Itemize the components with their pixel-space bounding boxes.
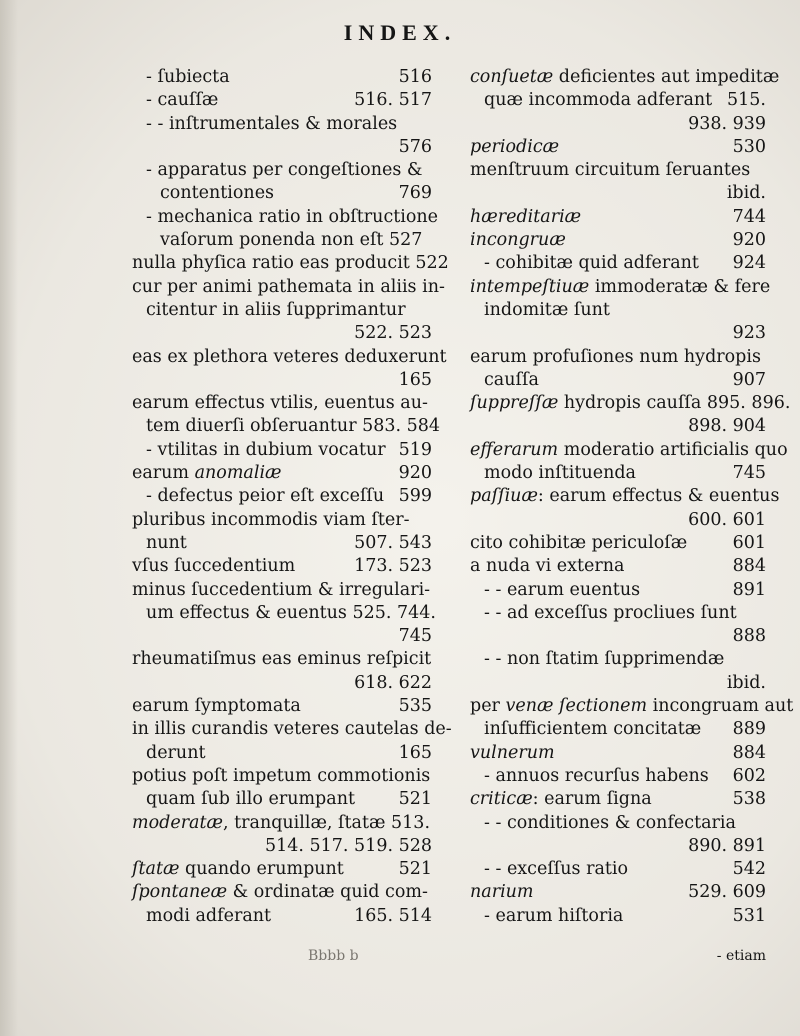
index-column-left <box>132 66 452 928</box>
entry-text <box>470 136 559 159</box>
entry-text: - ſubiecta <box>146 67 230 87</box>
page-reference: 516. 517 <box>354 90 432 111</box>
entry-text: intempeſtiuæ immoderatæ & fere <box>470 276 771 297</box>
entry-line <box>470 788 766 811</box>
index-entry <box>132 113 432 160</box>
index-entry <box>470 765 766 788</box>
page-reference: ibid. <box>726 183 766 204</box>
page-reference: 920 <box>732 230 766 251</box>
page-reference: 907 <box>732 369 766 390</box>
entry-text: um effectus & euentus 525. 744. <box>146 602 436 623</box>
page-reference: 515. <box>727 90 766 111</box>
entry-text: - cohibitæ quid adferant <box>484 253 699 274</box>
entry-text: - annuos recurſus habens <box>484 765 709 786</box>
entry-text <box>470 881 534 904</box>
entry-text: quam ſub illo erumpant <box>146 789 355 810</box>
index-entry <box>470 206 766 229</box>
page-reference: 890. 891 <box>688 835 766 856</box>
entry-text: - earum hiſtoria <box>484 905 624 926</box>
entry-text <box>470 206 581 229</box>
index-entry <box>470 858 766 881</box>
page-reference: 938. 939 <box>688 113 766 134</box>
entry-text: ſtatæ quando erumpunt <box>132 859 344 880</box>
italic-term: criticæ <box>470 789 533 810</box>
entry-text: ſuppreſſæ hydropis cauſſa 895. 896. <box>470 393 791 414</box>
page-reference: 576 <box>398 136 432 157</box>
entry-line <box>470 579 766 602</box>
entry-line <box>132 159 432 182</box>
index-entry <box>470 276 771 346</box>
index-entry <box>132 812 432 859</box>
entry-text <box>470 229 566 252</box>
page-reference: 600. 601 <box>688 509 766 530</box>
index-entry <box>132 462 432 485</box>
entry-line <box>132 182 432 205</box>
entry-line <box>132 695 432 718</box>
entry-line <box>132 462 432 485</box>
page-reference: 507. 543 <box>354 532 432 553</box>
page-reference: 599 <box>398 486 432 507</box>
index-entry <box>470 788 766 811</box>
index-entry <box>470 555 766 578</box>
entry-text: modo inſtituenda <box>484 463 636 484</box>
index-entry <box>470 252 766 275</box>
index-entry <box>132 509 432 556</box>
italic-term: periodicæ <box>470 136 560 157</box>
entry-line <box>470 89 766 112</box>
italic-term: ſuppreſſæ <box>470 393 559 414</box>
index-column-right <box>470 66 794 928</box>
entry-line <box>470 369 766 392</box>
index-entry <box>470 159 766 206</box>
entry-line <box>470 718 766 741</box>
index-entry <box>132 765 432 812</box>
index-entry <box>470 485 780 532</box>
entry-line <box>132 812 432 835</box>
entry-text: earum anomaliæ <box>132 463 282 484</box>
entry-text: - - ad exceſſus procliues ſunt <box>484 602 737 623</box>
index-entry <box>470 439 788 486</box>
index-entry <box>132 252 449 275</box>
italic-term: vulnerum <box>470 742 555 763</box>
page-reference: 521 <box>398 789 432 810</box>
italic-term: conſuetæ <box>470 67 554 87</box>
index-entry <box>132 881 432 928</box>
entry-text: - - non ſtatim ſupprimendæ <box>484 649 725 670</box>
entry-text: paſſiuæ: earum effectus & euentus <box>470 486 780 507</box>
entry-text <box>470 742 555 765</box>
entry-text: nunt <box>146 532 187 553</box>
entry-text: cur per animi pathemata in aliis in- <box>132 276 445 297</box>
index-entry <box>132 159 432 206</box>
page-reference: ibid. <box>726 672 766 693</box>
entry-line <box>470 252 766 275</box>
entry-text: cauſſa <box>484 369 539 390</box>
index-entry <box>132 346 447 393</box>
index-entry <box>132 439 432 462</box>
page-reference: 173. 523 <box>354 556 432 577</box>
page-reference: 884 <box>732 742 766 763</box>
index-entry <box>132 718 452 765</box>
entry-line <box>132 858 432 881</box>
page-reference: 516 <box>398 67 432 87</box>
entry-text: earum effectus vtilis, euentus au- <box>132 393 428 414</box>
entry-text: menſtruum circuitum ſeruantes <box>470 160 751 181</box>
italic-term: incongruæ <box>470 230 566 251</box>
entry-line <box>132 276 445 299</box>
page-reference: 923 <box>732 323 766 344</box>
entry-line <box>470 462 766 485</box>
entry-text: vaſorum ponenda non eſt 527 <box>160 230 423 251</box>
page-reference: 165. 514 <box>354 905 432 926</box>
entry-line <box>470 485 780 508</box>
entry-line <box>132 346 447 369</box>
entry-line <box>132 579 432 602</box>
entry-text: a nuda vi externa <box>470 556 625 577</box>
italic-term: moderatæ <box>132 812 223 833</box>
italic-term: venæ ſectionem <box>505 696 648 717</box>
entry-line <box>470 392 791 415</box>
page-reference: 165 <box>398 369 432 390</box>
entry-text: minus ſuccedentium & irregulari- <box>132 579 431 600</box>
index-entry <box>470 648 766 695</box>
italic-term: anomaliæ <box>194 463 282 484</box>
page-reference: 529. 609 <box>688 882 766 903</box>
index-entry <box>132 485 432 508</box>
page-reference: 519 <box>398 439 432 460</box>
entry-line <box>470 905 766 928</box>
entry-text: modi adferant <box>146 905 272 926</box>
entry-line <box>470 346 766 369</box>
page-header: INDEX. <box>343 20 457 45</box>
entry-text: criticæ: earum ſigna <box>470 789 652 810</box>
page-reference: 530 <box>732 136 766 157</box>
index-entry <box>132 276 445 346</box>
page-reference: 891 <box>732 579 766 600</box>
entry-line <box>132 206 439 229</box>
entry-line <box>132 788 432 811</box>
entry-line <box>132 648 432 671</box>
index-entry <box>470 742 766 765</box>
italic-term: paſſiuæ <box>470 486 538 507</box>
index-entry <box>470 905 766 928</box>
entry-line <box>132 718 452 741</box>
entry-text: contentiones <box>160 183 275 204</box>
entry-text: cito cohibitæ periculoſæ <box>470 532 688 553</box>
entry-text: - apparatus per congeſtiones & <box>146 160 423 181</box>
entry-line <box>470 66 780 89</box>
page-reference: 542 <box>732 859 766 880</box>
index-entry <box>470 881 766 904</box>
page-reference: 165 <box>398 742 432 763</box>
entry-line <box>470 812 766 835</box>
page-edge-shadow <box>0 0 18 1036</box>
italic-term: intempeſtiuæ <box>470 276 590 297</box>
entry-text: potius poſt impetum commotionis <box>132 765 431 786</box>
entry-text: inſufficientem concitatæ <box>484 719 702 740</box>
entry-text: - defectus peior eſt exceſſu <box>146 486 385 507</box>
entry-line <box>132 415 441 438</box>
index-entry <box>470 579 766 602</box>
signature-mark: Bbbb b <box>308 948 359 964</box>
catchword: - etiam <box>716 948 766 964</box>
index-entry <box>470 392 791 439</box>
entry-text: moderatæ, tranquillæ, ſtatæ 513. <box>132 812 431 833</box>
entry-line <box>132 881 432 904</box>
entry-text: - - exceſſus ratio <box>484 859 629 880</box>
entry-line <box>470 206 766 229</box>
italic-term: ſpontaneæ <box>132 882 228 903</box>
entry-text: earum profuſiones num hydropis <box>470 346 761 367</box>
index-entry <box>132 89 432 112</box>
entry-text: - - inſtrumentales & morales <box>146 113 398 134</box>
entry-line <box>470 532 766 555</box>
entry-text: - cauſſæ <box>146 90 219 111</box>
entry-line <box>470 602 766 625</box>
index-entry <box>132 858 432 881</box>
entry-text: vſus ſuccedentium <box>132 556 296 577</box>
page-reference: 602 <box>732 765 766 786</box>
entry-text: pluribus incommodis viam ſter- <box>132 509 410 530</box>
entry-text: quæ incommoda adferant <box>484 90 713 111</box>
index-entry <box>470 602 766 649</box>
entry-line <box>132 555 432 578</box>
italic-term: hæreditariæ <box>470 206 582 227</box>
entry-line <box>470 299 766 322</box>
page-reference: 924 <box>732 253 766 274</box>
entry-line <box>470 858 766 881</box>
entry-line <box>132 299 432 322</box>
page-reference: 920 <box>398 463 432 484</box>
page-reference: 618. 622 <box>354 672 432 693</box>
index-entry <box>132 66 432 89</box>
index-entry <box>470 532 766 555</box>
entry-line <box>132 905 432 928</box>
entry-text: - - conditiones & confectaria <box>484 812 736 833</box>
page-reference: 521 <box>398 859 432 880</box>
page-reference: 601 <box>732 532 766 553</box>
entry-line <box>132 485 432 508</box>
entry-line <box>132 602 436 625</box>
entry-line <box>470 159 766 182</box>
index-entry <box>132 392 441 439</box>
page-reference: 538 <box>732 789 766 810</box>
entry-text: ſpontaneæ & ordinatæ quid com- <box>132 882 428 903</box>
entry-line <box>470 765 766 788</box>
entry-line <box>470 276 771 299</box>
page-reference: 744 <box>732 206 766 227</box>
page-reference: 535 <box>398 696 432 717</box>
index-entry <box>132 695 432 718</box>
entry-text: efferarum moderatio artificialis quo <box>470 439 788 460</box>
page-reference: 769 <box>398 183 432 204</box>
entry-text: earum ſymptomata <box>132 696 301 717</box>
entry-text: tem diuerſi obſeruantur 583. 584 <box>146 416 441 437</box>
index-entry <box>132 206 439 253</box>
index-entry <box>470 812 766 859</box>
entry-text: rheumatiſmus eas eminus reſpicit <box>132 649 432 670</box>
entry-line <box>470 555 766 578</box>
entry-line <box>132 89 432 112</box>
index-entry <box>470 346 766 393</box>
index-entry <box>132 648 432 695</box>
entry-line <box>470 695 794 718</box>
entry-line <box>132 765 432 788</box>
entry-line <box>470 881 766 904</box>
entry-line <box>132 532 432 555</box>
entry-line <box>470 136 766 159</box>
index-entry <box>470 695 794 742</box>
entry-line <box>132 252 449 275</box>
entry-line <box>132 66 432 89</box>
page-reference: 514. 517. 519. 528 <box>265 835 432 856</box>
entry-line <box>132 509 432 532</box>
entry-text: citentur in aliis ſupprimantur <box>146 299 406 320</box>
entry-text: - - earum euentus <box>484 579 641 600</box>
entry-line <box>470 742 766 765</box>
index-entry <box>132 579 436 649</box>
entry-line <box>132 439 432 462</box>
entry-text: derunt <box>146 742 206 763</box>
page-reference: 531 <box>732 905 766 926</box>
page-reference: 898. 904 <box>688 416 766 437</box>
entry-line <box>470 229 766 252</box>
page-reference: 745 <box>732 463 766 484</box>
index-entry <box>470 229 766 252</box>
entry-line <box>132 742 432 765</box>
page-reference: 888 <box>732 626 766 647</box>
entry-line <box>132 229 432 252</box>
entry-text: - vtilitas in dubium vocatur <box>146 439 386 460</box>
index-entry <box>470 66 780 136</box>
italic-term: efferarum <box>470 439 559 460</box>
entry-text: eas ex plethora veteres deduxerunt <box>132 346 447 367</box>
entry-text: - mechanica ratio in obſtructione <box>146 206 439 227</box>
entry-text: nulla phyſica ratio eas producit 522 <box>132 253 449 274</box>
index-entry <box>470 136 766 159</box>
italic-term: ſtatæ <box>132 859 180 880</box>
page-reference: 522. 523 <box>354 323 432 344</box>
entry-text: indomitæ ſunt <box>484 299 610 320</box>
entry-line <box>470 439 788 462</box>
entry-text: per venæ ſectionem incongruam aut <box>470 696 794 717</box>
index-entry <box>132 555 432 578</box>
page-reference: 889 <box>732 719 766 740</box>
entry-line <box>132 392 432 415</box>
italic-term: narium <box>470 882 534 903</box>
entry-text: conſuetæ deficientes aut impeditæ <box>470 67 780 87</box>
entry-line <box>470 648 766 671</box>
entry-line <box>132 113 432 136</box>
entry-text: in illis curandis veteres cautelas de- <box>132 719 452 740</box>
page-reference: 884 <box>732 556 766 577</box>
page-reference: 745 <box>398 626 432 647</box>
